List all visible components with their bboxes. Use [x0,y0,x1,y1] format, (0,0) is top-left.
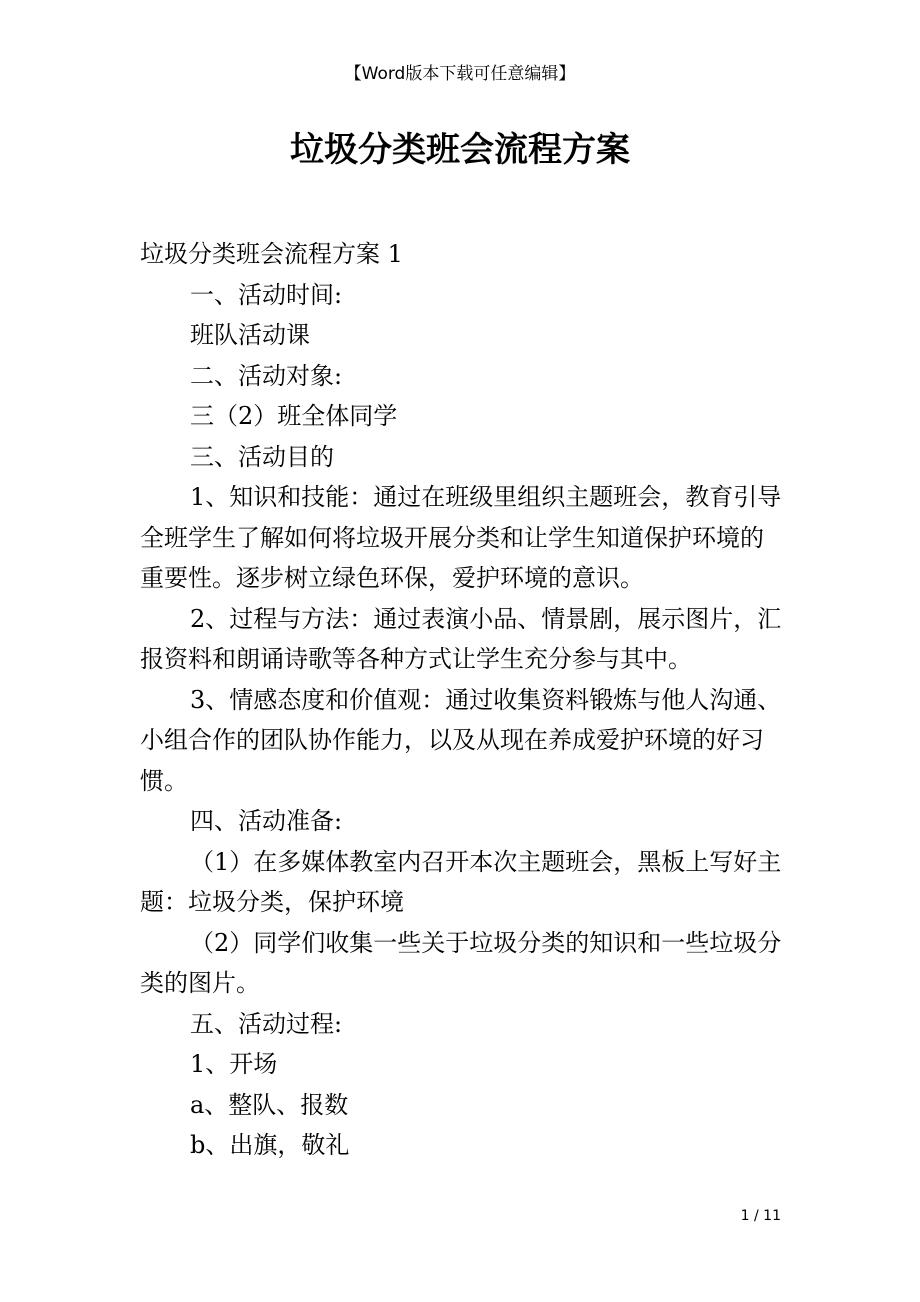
section-heading: 垃圾分类班会流程方案 1 [140,240,403,268]
paragraph-preparation-heading: 四、活动准备: [190,807,343,835]
paragraph-process-step-b: b、出旗，敬礼 [190,1131,350,1159]
paragraph-activity-goal-heading: 三、活动目的 [190,442,334,471]
document-title: 垃圾分类班会流程方案 [290,130,630,170]
paragraph-activity-time-heading: 一、活动时间: [190,280,343,309]
paragraph-preparation-1: （1）在多媒体教室内召开本次主题班会，黑板上写好主题：垃圾分类，保护环境 [140,847,782,916]
document-body [140,234,785,1166]
paragraph-activity-target: 三（2）班全体同学 [190,402,398,430]
paragraph-preparation-2: （2）同学们收集一些关于垃圾分类的知识和一些垃圾分类的图片。 [140,928,782,997]
paragraph-activity-time: 班队活动课 [190,321,310,349]
paragraph-goal-process: 2、过程与方法：通过表演小品、情景剧，展示图片，汇报资料和朗诵诗歌等各种方式让学生充分参与其中。 [140,604,782,673]
paragraph-goal-attitude: 3、情感态度和价值观：通过收集资料锻炼与他人沟通、小组合作的团队协作能力，以及从现在养成爱护环境的好习惯。 [140,685,782,795]
paragraph-activity-target-heading: 二、活动对象: [190,361,343,390]
document-header-note: 【Word版本下载可任意编辑】 [344,64,576,84]
page-number: 1 / 11 [740,1208,781,1224]
paragraph-process-opening: 1、开场 [190,1050,278,1078]
paragraph-process-heading: 五、活动过程: [190,1009,343,1038]
paragraph-process-step-a: a、整队、报数 [190,1090,349,1119]
paragraph-goal-knowledge: 1、知识和技能：通过在班级里组织主题班会，教育引导全班学生了解如何将垃圾开展分类和让学生知道保护环境的重要性。逐步树立绿色环保，爱护环境的意识。 [140,483,782,592]
